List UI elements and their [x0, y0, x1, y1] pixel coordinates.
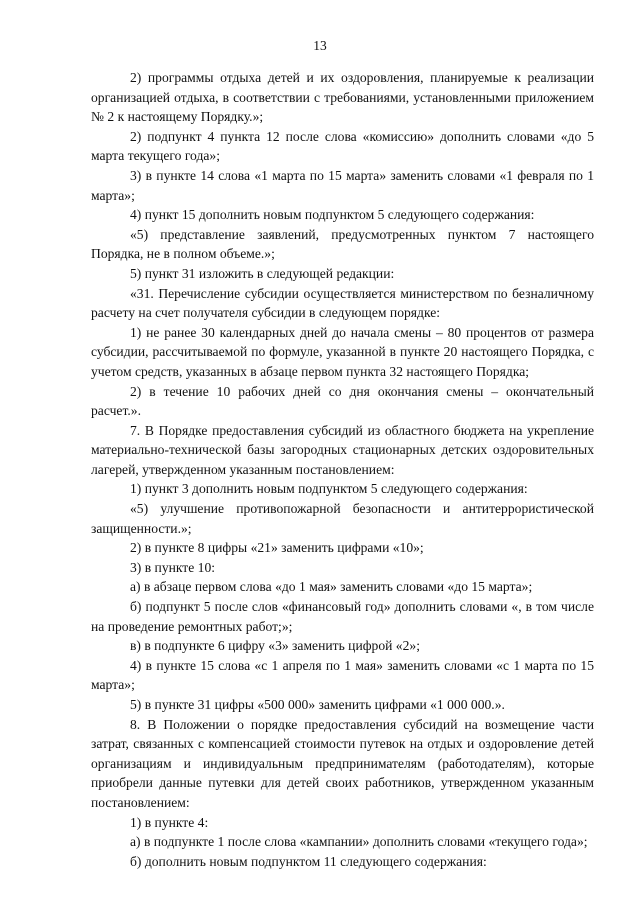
paragraph-19: 5) в пункте 31 цифры «500 000» заменить цифрами «1 000 000.».	[130, 697, 505, 712]
paragraph-2: 2) подпункт 4 пункта 12 после слова «комиссию» дополнить словами «до 5 марта текущего года»;	[91, 128, 594, 164]
paragraph-9: 2) в течение 10 рабочих дней со дня окончания смены – окончательный расчет.».	[91, 383, 594, 419]
paragraph-3: 3) в пункте 14 слова «1 марта по 15 марта» заменить словами «1 февраля по 1 марта»;	[91, 167, 594, 203]
paragraph-1: 2) программы отдыха детей и их оздоровления, планируемые к реализации организацией отдыха, в соответствии с требованиями, установленными приложением № 2 к настоящему Порядку.»;	[91, 70, 594, 125]
paragraph-14: 3) в пункте 10:	[130, 559, 216, 575]
paragraph-23: б) дополнить новым подпунктом 11 следующего содержания:	[130, 853, 487, 869]
paragraph-10: 7. В Порядке предоставления субсидий из областного бюджета на укрепление материально-технической базы загородных стационарных детских оздоровительных лагерей, утвержденном указанным постановлением:	[91, 422, 594, 477]
paragraph-15: а) в абзаце первом слова «до 1 мая» заменить словами «до 15 марта»;	[130, 579, 533, 595]
paragraph-18: 4) в пункте 15 слова «с 1 апреля по 1 мая» заменить словами «с 1 марта по 15 марта»;	[91, 657, 594, 693]
paragraph-13: 2) в пункте 8 цифры «21» заменить цифрами «10»;	[130, 540, 424, 556]
paragraph-22: а) в подпункте 1 после слова «кампании» дополнить словами «текущего года»;	[130, 834, 588, 850]
paragraph-11: 1) пункт 3 дополнить новым подпунктом 5 следующего содержания:	[130, 481, 528, 497]
page-number: 13	[313, 38, 327, 53]
paragraph-21: 1) в пункте 4:	[130, 814, 209, 830]
paragraph-16: б) подпункт 5 после слов «финансовый год» дополнить словами «, в том числе на проведение ремонтных работ;»;	[91, 599, 594, 634]
paragraph-12: «5) улучшение противопожарной безопасности и антитеррористической защищенности.»;	[91, 501, 594, 536]
paragraph-4: 4) пункт 15 дополнить новым подпунктом 5 следующего содержания:	[130, 207, 535, 223]
paragraph-5: «5) представление заявлений, предусмотренных пунктом 7 настоящего Порядка, не в полном объеме.»;	[91, 226, 594, 262]
paragraph-20: 8. В Положении о порядке предоставления субсидий на возмещение части затрат, связанных с компенсацией стоимости путевок на отдых и оздоровление детей организациям и индивидуальным предпринимателям (работодателям), которые приобрели данные путевки для детей своих работников, утвержденном указанным постановлением:	[91, 716, 594, 810]
paragraph-17: в) в подпункте 6 цифру «3» заменить цифрой «2»;	[130, 638, 420, 654]
paragraph-7: «31. Перечисление субсидии осуществляется министерством по безналичному расчету на счет получателя субсидии в следующем порядке:	[91, 285, 594, 321]
paragraph-8: 1) не ранее 30 календарных дней до начала смены – 80 процентов от размера субсидии, рассчитываемой по формуле, указанной в пункте 20 настоящего Порядка, с учетом средств, указанных в абзаце первом пункта 32 настоящего Порядка;	[91, 324, 594, 379]
document-body	[91, 68, 594, 871]
paragraph-6: 5) пункт 31 изложить в следующей редакции:	[130, 265, 395, 281]
